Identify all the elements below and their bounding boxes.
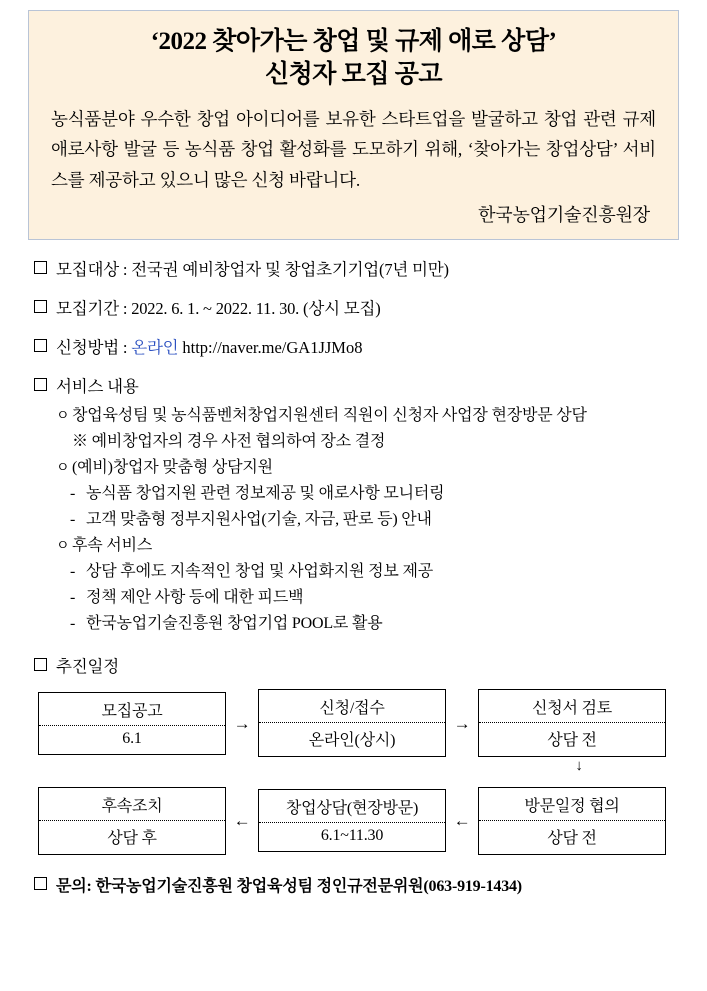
announcement-page (0, 10, 707, 991)
dash-icon: - (70, 485, 76, 503)
flow-step-title: 신청서 검토 (479, 695, 665, 723)
content-body (34, 258, 673, 895)
arrow-right-icon: → (233, 713, 251, 733)
apply-url-link[interactable]: http://naver.me/GA1JJMo8 (182, 337, 363, 357)
flow-step-box (38, 787, 226, 855)
arrow-right-icon: → (453, 713, 471, 733)
list-item (56, 403, 673, 455)
service-sub-text: 농식품 창업지원 관련 정보제공 및 애로사항 모니터링 (86, 485, 445, 503)
header-notice-box (28, 10, 679, 240)
checkbox-square-icon (34, 300, 47, 313)
section-target (34, 258, 673, 283)
service-item-text: (예비)창업자 맞춤형 상담지원 (72, 459, 273, 477)
service-item-note: ※ 예비창업자의 경우 사전 협의하여 장소 결정 (72, 433, 386, 451)
flow-step-title: 신청/접수 (259, 695, 445, 723)
flow-row-top (38, 689, 673, 757)
process-flow-diagram (38, 689, 673, 855)
checkbox-square-icon (34, 261, 47, 274)
service-item-list (56, 403, 673, 636)
flow-step-detail: 6.1~11.30 (320, 827, 384, 845)
flow-step-title: 모집공고 (39, 698, 225, 726)
flow-step-title: 창업상담(현장방문) (259, 795, 445, 823)
flow-step-box (258, 789, 446, 852)
page-title-line2: 신청자 모집 공고 (264, 61, 443, 89)
section-apply-line (56, 336, 362, 361)
section-target-text: 모집대상 : 전국권 예비창업자 및 창업초기기업(7년 미만) (56, 260, 449, 280)
contact-text: 문의: 한국농업기술진흥원 창업육성팀 정인규전문위원(063-919-1434) (56, 877, 522, 895)
section-schedule (34, 655, 673, 855)
dash-icon: - (70, 588, 76, 606)
flow-step-box (478, 787, 666, 855)
bullet-circle-icon: ㅇ (56, 409, 70, 425)
service-sub-text: 상담 후에도 지속적인 창업 및 사업화지원 정보 제공 (86, 562, 433, 580)
page-title-line1: ‘2022 찾아가는 창업 및 규제 애로 상담’ (150, 28, 557, 55)
bullet-circle-icon: ㅇ (56, 461, 70, 477)
arrow-left-icon: ← (233, 811, 251, 831)
flow-step-detail: 온라인(상시) (308, 732, 396, 750)
flow-step-box (478, 689, 666, 757)
section-apply-prefix: 신청방법 : (56, 337, 132, 357)
flow-step-detail: 6.1 (122, 729, 142, 747)
list-item (56, 533, 673, 637)
page-title (47, 25, 660, 92)
flow-step-detail: 상담 후 (107, 829, 157, 847)
checkbox-square-icon (34, 658, 47, 671)
section-schedule-title: 추진일정 (56, 656, 119, 676)
checkbox-square-icon (34, 339, 47, 352)
section-service-title: 서비스 내용 (56, 376, 139, 396)
dash-icon: - (70, 614, 76, 632)
checkbox-square-icon (34, 378, 47, 391)
checkbox-square-icon (34, 877, 47, 890)
section-contact (34, 873, 673, 896)
service-item-text: 후속 서비스 (72, 536, 153, 554)
flow-step-title: 방문일정 협의 (479, 793, 665, 821)
section-period-text: 모집기간 : 2022. 6. 1. ~ 2022. 11. 30. (상시 모집) (56, 299, 381, 319)
service-item-text: 창업육성팀 및 농식품벤처창업지원센터 직원이 신청자 사업장 현장방문 상담 (72, 407, 587, 425)
apply-online-label[interactable]: 온라인 (131, 337, 179, 357)
header-body-text: 농식품분야 우수한 창업 아이디어를 보유한 스타트업을 발굴하고 창업 관련 규제 애로사항 발굴 등 농식품 창업 활성화를 도모하기 위해, ‘찾아가는 창업상담’ 서비스를 제공하고 있으니 많은 신청 바랍니다. (51, 108, 656, 190)
header-signer: 한국농업기술진흥원장 (478, 205, 650, 226)
flow-step-box (258, 689, 446, 757)
flow-step-box (38, 692, 226, 755)
service-sub-text: 한국농업기술진흥원 창업기업 POOL로 활용 (86, 614, 383, 632)
section-apply (34, 336, 673, 361)
dash-icon: - (70, 511, 76, 528)
flow-step-title: 후속조치 (39, 793, 225, 821)
arrow-down-icon: ↓ (575, 758, 583, 775)
service-sub-list (70, 481, 673, 533)
service-sub-text: 정책 제안 사항 등에 대한 피드백 (86, 588, 304, 606)
arrow-left-icon: ← (453, 811, 471, 831)
service-sub-text: 고객 맞춤형 정부지원사업(기술, 자금, 판로 등) 안내 (86, 511, 432, 528)
list-item (56, 455, 673, 533)
service-sub-list (70, 559, 673, 637)
flow-step-detail: 상담 전 (547, 732, 597, 750)
bullet-circle-icon: ㅇ (56, 538, 70, 554)
dash-icon: - (70, 562, 76, 580)
section-period (34, 297, 673, 322)
section-service (34, 375, 673, 637)
flow-connector-row (38, 757, 673, 773)
flow-row-bottom (38, 787, 673, 855)
flow-step-detail: 상담 전 (547, 829, 597, 847)
